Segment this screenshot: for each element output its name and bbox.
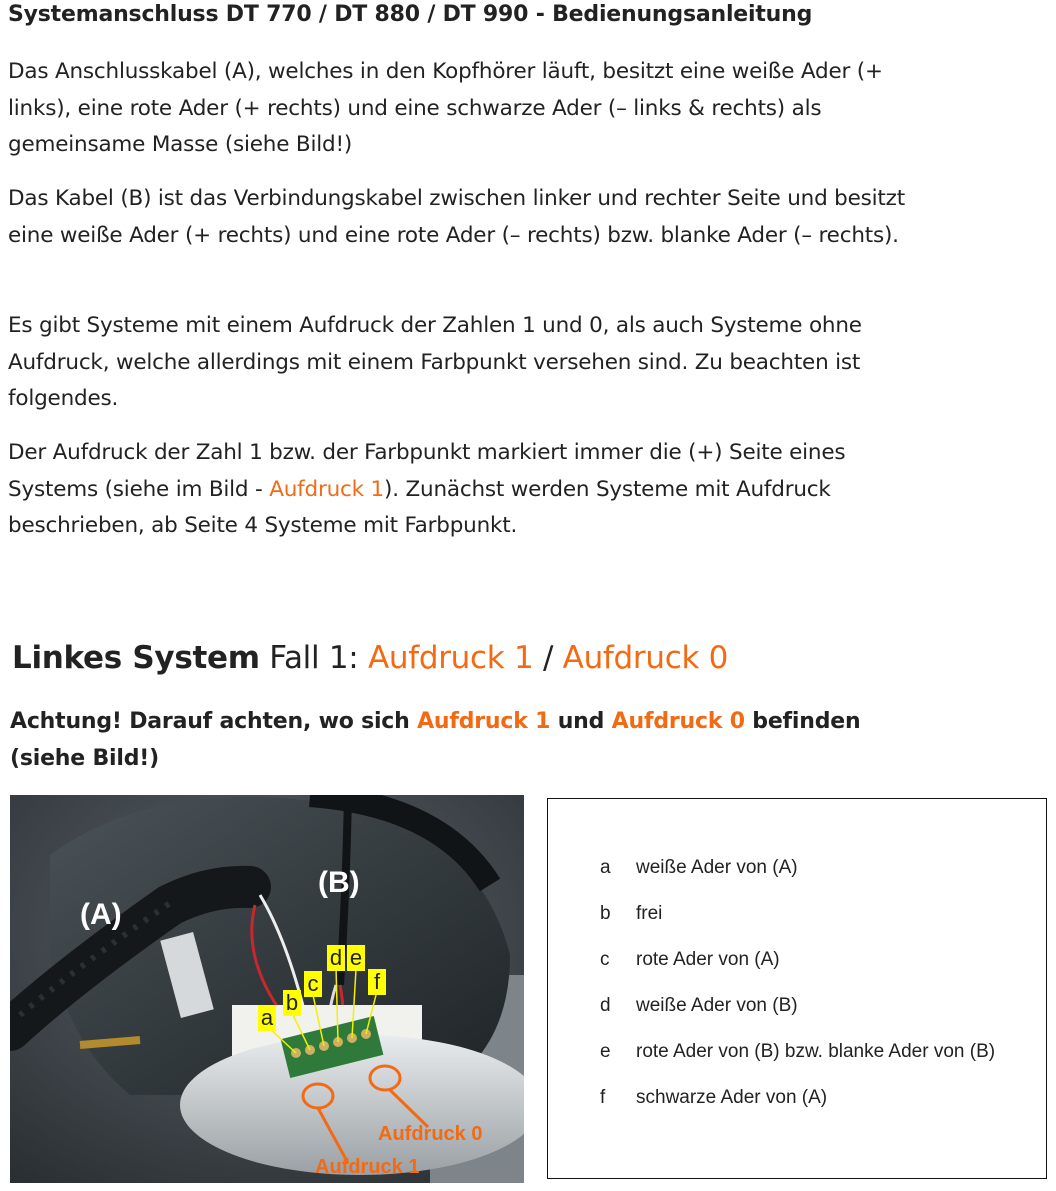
callout-print0: Aufdruck 0 xyxy=(378,1123,483,1145)
warning-text-mid: und xyxy=(550,709,612,734)
legend-letter: a xyxy=(600,857,611,878)
legend-row xyxy=(600,903,662,925)
wire-legend xyxy=(547,798,1047,1179)
legend-row xyxy=(600,949,780,971)
pin-label-f: f xyxy=(368,969,386,995)
paragraph-systems: Es gibt Systeme mit einem Aufdruck der Zahlen 1 und 0, als auch Systeme ohne Aufdruck, welche allerdings mit einem Farbpunkt versehen sind. Zu beachten ist folgendes. xyxy=(8,313,862,411)
paragraph-marking-highlight: Aufdruck 1 xyxy=(269,476,385,502)
legend-text: schwarze Ader von (A) xyxy=(636,1087,828,1108)
paragraph-cable-b: Das Kabel (B) ist das Verbindungskabel zwischen linker und rechter Seite und besitzt eine weiße Ader (+ rechts) und eine rote Ader (– rechts) bzw. blanke Ader (– rechts). xyxy=(8,186,905,248)
legend-letter: c xyxy=(600,949,610,970)
pin-label-e: e xyxy=(347,945,365,971)
section-heading-sep: / xyxy=(533,640,563,676)
warning-text-b: befinden (siehe Bild!) xyxy=(10,709,861,771)
paragraph-marking xyxy=(8,435,938,545)
warning-text xyxy=(10,704,940,777)
legend-text: rote Ader von (A) xyxy=(636,949,780,970)
legend-letter: f xyxy=(600,1087,606,1108)
headphone-photo xyxy=(10,795,524,1183)
warning-print1: Aufdruck 1 xyxy=(417,709,551,734)
label-cable-b: (B) xyxy=(318,866,360,899)
legend-letter: d xyxy=(600,995,611,1016)
callout-print1: Aufdruck 1 xyxy=(315,1156,420,1178)
legend-text: frei xyxy=(636,903,663,924)
warning-text-a: Achtung! Darauf achten, wo sich xyxy=(10,709,418,734)
legend-row xyxy=(600,1087,827,1109)
warning-print0: Aufdruck 0 xyxy=(611,709,745,734)
paragraph-marking-text-b: ). Zunächst werden Systeme mit Aufdruck beschrieben, ab Seite 4 Systeme mit Farbpunkt. xyxy=(8,476,831,538)
legend-letter: e xyxy=(600,1041,611,1062)
pin-label-b: b xyxy=(283,990,301,1016)
legend-text: weiße Ader von (A) xyxy=(636,857,798,878)
section-heading-bold: Linkes System xyxy=(12,640,260,676)
legend-text: rote Ader von (B) bzw. blanke Ader von (B) xyxy=(636,1041,996,1062)
pin-label-a: a xyxy=(258,1005,276,1031)
section-heading-print0: Aufdruck 0 xyxy=(562,640,729,676)
legend-letter: b xyxy=(600,903,611,924)
paragraph-cable-a: Das Anschlusskabel (A), welches in den Kopfhörer läuft, besitzt eine weiße Ader (+ links), eine rote Ader (+ rechts) und eine schwarze Ader (– links & rechts) als gemeinsame Masse (siehe Bild!) xyxy=(8,59,883,157)
pin-label-c: c xyxy=(304,971,322,997)
label-cable-a: (A) xyxy=(80,898,122,931)
legend-row xyxy=(600,995,798,1017)
paragraph-marking-text-a: Der Aufdruck der Zahl 1 bzw. der Farbpunkt markiert immer die (+) Seite eines Systems (siehe im Bild - xyxy=(8,440,846,502)
section-heading-print1: Aufdruck 1 xyxy=(367,640,534,676)
page-title: Systemanschluss DT 770 / DT 880 / DT 990 - Bedienungsanleitung xyxy=(8,2,813,27)
pin-label-d: d xyxy=(327,945,345,971)
legend-row xyxy=(600,1041,995,1063)
legend-text: weiße Ader von (B) xyxy=(636,995,798,1016)
section-heading xyxy=(12,640,728,676)
section-heading-case: Fall 1: xyxy=(259,640,368,676)
legend-row xyxy=(600,857,798,879)
